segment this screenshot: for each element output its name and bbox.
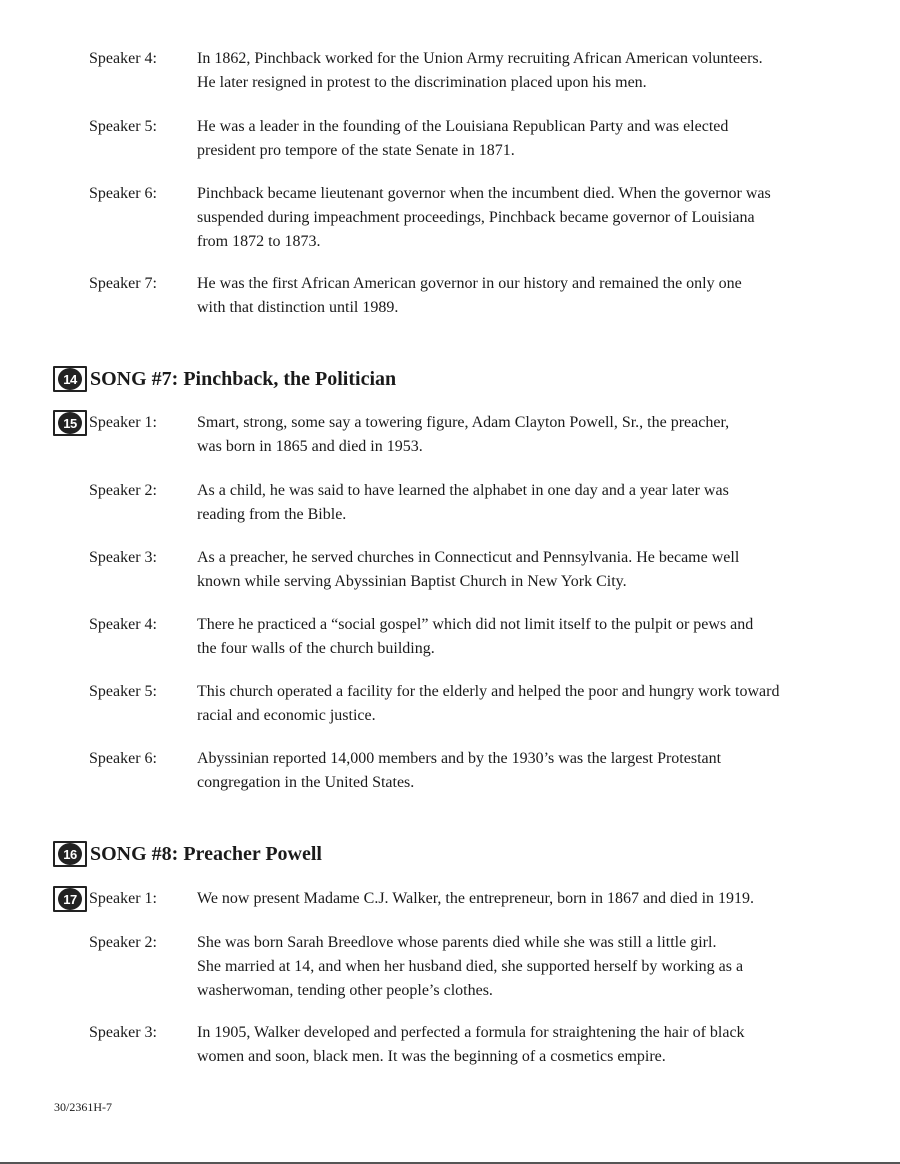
cue-number: 17	[58, 888, 82, 910]
speaker-label: Speaker 3:	[89, 549, 157, 566]
speaker-text: In 1862, Pinchback worked for the Union Army recruiting African American volunteers. He later resigned in protest to the discrimination placed upon his men.	[197, 50, 763, 91]
speaker-label: Speaker 7:	[89, 275, 157, 292]
speaker-text: We now present Madame C.J. Walker, the entrepreneur, born in 1867 and died in 1919.	[197, 890, 755, 907]
speaker-label: Speaker 2:	[89, 934, 157, 951]
cue-number: 14	[58, 368, 82, 390]
speaker-label: Speaker 6:	[89, 185, 157, 202]
speaker-label: Speaker 5:	[89, 118, 157, 135]
speaker-label: Speaker 4:	[89, 616, 157, 633]
speaker-text: He was a leader in the founding of the Louisiana Republican Party and was elected president pro tempore of the state Senate in 1871.	[197, 118, 729, 159]
speaker-label: Speaker 3:	[89, 1024, 157, 1041]
cue-number: 16	[58, 843, 82, 865]
speaker-text: She was born Sarah Breedlove whose parents died while she was still a little girl. She married at 14, and when her husband died, she supported herself by working as a washerwoman, tending other people’s clothes.	[197, 934, 744, 999]
song-title: SONG #8: Preacher Powell	[90, 843, 322, 865]
speaker-text: Abyssinian reported 14,000 members and by the 1930’s was the largest Protestant congregation in the United States.	[197, 750, 722, 791]
song-title: SONG #7: Pinchback, the Politician	[90, 368, 397, 390]
speaker-label: Speaker 5:	[89, 683, 157, 700]
speaker-label: Speaker 6:	[89, 750, 157, 767]
cue-marker	[53, 841, 87, 867]
speaker-text: In 1905, Walker developed and perfected a formula for straightening the hair of black women and soon, black men. It was the beginning of a cosmetics empire.	[197, 1024, 745, 1065]
speaker-text: This church operated a facility for the elderly and helped the poor and hungry work toward racial and economic justice.	[197, 683, 780, 724]
speaker-label: Speaker 1:	[89, 890, 157, 907]
speaker-text: There he practiced a “social gospel” which did not limit itself to the pulpit or pews and the four walls of the church building.	[197, 616, 754, 657]
page-code: 30/2361H-7	[54, 1100, 112, 1114]
speaker-label: Speaker 1:	[89, 414, 157, 431]
speaker-text: As a child, he was said to have learned the alphabet in one day and a year later was reading from the Bible.	[197, 482, 729, 523]
speaker-text: Smart, strong, some say a towering figure, Adam Clayton Powell, Sr., the preacher, was born in 1865 and died in 1953.	[197, 414, 730, 455]
speaker-text: Pinchback became lieutenant governor when the incumbent died. When the governor was suspended during impeachment proceedings, Pinchback became governor of Louisiana from 1872 to 1873.	[197, 185, 771, 250]
cue-marker	[53, 410, 87, 436]
cue-marker	[53, 366, 87, 392]
speaker-label: Speaker 2:	[89, 482, 157, 499]
speaker-text: As a preacher, he served churches in Connecticut and Pennsylvania. He became well known while serving Abyssinian Baptist Church in New York City.	[197, 549, 740, 590]
speaker-label: Speaker 4:	[89, 50, 157, 67]
speaker-text: He was the first African American governor in our history and remained the only one with that distinction until 1989.	[197, 275, 742, 316]
cue-marker	[53, 886, 87, 912]
cue-number: 15	[58, 412, 82, 434]
